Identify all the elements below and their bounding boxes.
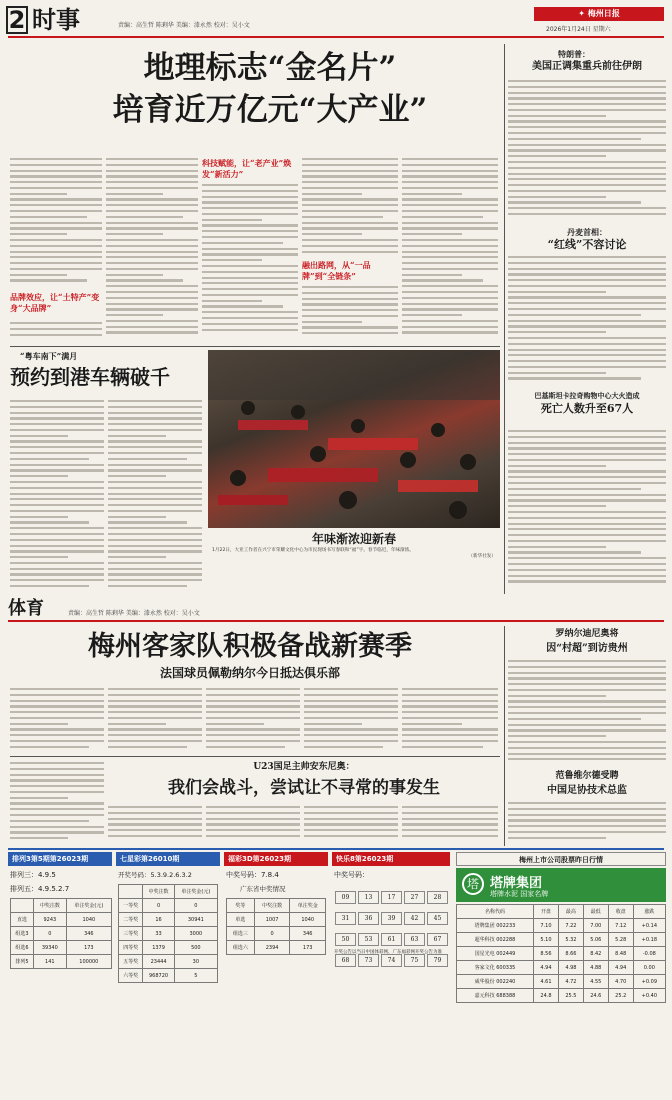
qxc-cell: 0	[174, 899, 217, 913]
gd-cell: 单选	[227, 913, 255, 927]
kl8-number: 27	[404, 891, 425, 904]
sports-side-1-title: 因“村超”到访贵州	[546, 643, 628, 654]
gd-title: 福彩3D第26023期	[228, 855, 292, 863]
sports-rule	[8, 620, 664, 622]
qxc-cell: 30941	[174, 913, 217, 927]
sports-side-1	[508, 628, 666, 768]
sports-headline: 梅州客家队积极备战新赛季	[88, 631, 412, 662]
qxc-cell: 三等奖	[119, 927, 143, 941]
qxc-th-1: 中奖注数	[143, 885, 174, 899]
kl8-number: 67	[427, 933, 448, 946]
pl3-cell: 0	[33, 927, 66, 941]
qxc-cell: 5	[174, 969, 217, 983]
brief-3-kicker: 巴基斯坦卡拉奇购物中心大火造成	[534, 391, 640, 400]
qxc-cell: 0	[143, 899, 174, 913]
stock-cell: 8.56	[534, 947, 559, 961]
stock-th: 名称代码	[457, 905, 534, 919]
kl8-number: 45	[427, 912, 448, 925]
photo-caption-title: 年味渐浓迎新春	[311, 532, 396, 546]
hk-story-kicker: “粤车南下”满月	[20, 351, 78, 361]
main-story-col-1b	[10, 322, 102, 342]
kl8-number: 63	[404, 933, 425, 946]
pl3-cell: 直选	[11, 913, 34, 927]
kl8-number: 42	[404, 912, 425, 925]
sports-section-label: 体育	[8, 598, 44, 619]
sports-col-3	[206, 688, 300, 752]
stock-cell: 4.94	[534, 961, 559, 975]
pl3-cell: 组选3	[11, 927, 34, 941]
news-photo	[208, 350, 500, 528]
sports-side-2-body	[508, 802, 666, 846]
qxc-cell: 一等奖	[119, 899, 143, 913]
pl3-header	[8, 852, 112, 866]
main-headline-block	[60, 48, 480, 152]
stock-cell: 7.22	[558, 919, 583, 933]
stock-cell: 塔牌集团 002233	[457, 919, 534, 933]
qxc-cell: 23444	[143, 955, 174, 969]
sports-story2-col-c	[304, 806, 398, 844]
brief-1-body	[508, 80, 666, 224]
photo-caption	[208, 530, 500, 592]
qxc-cell: 二等奖	[119, 913, 143, 927]
stock-cell: 5.28	[608, 933, 633, 947]
gd-cell: 组选三	[227, 927, 255, 941]
sports-side-1-kicker: 罗纳尔迪尼奥将	[555, 629, 619, 639]
kl8-number: 17	[381, 891, 402, 904]
stock-cell: 客家文化 600335	[457, 961, 534, 975]
stock-cell: 25.5	[558, 989, 583, 1003]
page-masthead	[6, 6, 666, 36]
pl3-line-2: 排列五：4.9.5.2.7	[10, 885, 70, 893]
stock-cell: 5.06	[583, 933, 608, 947]
stock-table	[456, 904, 666, 1003]
stock-cell: 嘉元科技 688388	[457, 989, 534, 1003]
qxc-title: 七星彩第26010期	[120, 855, 180, 863]
brief-3-body	[508, 430, 666, 592]
editors-line: 责编：高生哲 陈剩华 美编：漆永然 校对：吴小文	[118, 22, 250, 29]
gd-cell: 组选六	[227, 941, 255, 955]
stock-cell: -0.08	[633, 947, 665, 961]
stock-cell: 4.55	[583, 975, 608, 989]
gd-line-1: 中奖号码：7.8.4	[226, 871, 279, 879]
main-story-col-4	[302, 158, 398, 258]
main-story-col-3	[202, 184, 298, 342]
brief-3	[508, 390, 666, 594]
gd-cell: 1007	[254, 913, 290, 927]
stock-cell: +0.40	[633, 989, 665, 1003]
gd-th-0: 奖等	[227, 899, 255, 913]
photo-credit: （新华社发）	[468, 554, 496, 560]
pl3-cell: 100000	[66, 955, 111, 969]
stock-cell: 超华科技 002288	[457, 933, 534, 947]
main-headline-1: 地理标志“金名片”	[143, 50, 397, 86]
gd-th-1: 中奖注数	[254, 899, 290, 913]
stock-cell: 威华股份 002240	[457, 975, 534, 989]
subhead-tech	[202, 158, 298, 182]
pl3-th-2: 单注奖金(元)	[66, 899, 111, 913]
pl3-cell: 1040	[66, 913, 111, 927]
pl3-cell: 9243	[33, 913, 66, 927]
brief-1-kicker: 特朗普：	[558, 49, 590, 59]
paper-name: 梅州日报	[587, 9, 620, 18]
kl8-number: 50	[335, 933, 356, 946]
main-headline-2: 培育近万亿元“大产业”	[112, 92, 428, 128]
stock-panel	[456, 852, 666, 1096]
bottom-strip-rule	[8, 848, 664, 850]
qxc-cell: 五等奖	[119, 955, 143, 969]
sports-side-1-body	[508, 660, 666, 766]
pl3-th-0	[11, 899, 34, 913]
gd-table	[226, 898, 326, 955]
stock-banner	[456, 868, 666, 902]
kl8-number: 36	[358, 912, 379, 925]
qxc-cell: 六等奖	[119, 969, 143, 983]
subhead-2: 科技赋能，让“老产业”焕发“新活力”	[202, 158, 292, 179]
gd-cell: 2394	[254, 941, 290, 955]
qxc-cell: 3000	[174, 927, 217, 941]
brief-2-body	[508, 256, 666, 386]
pl3-cell: 组选6	[11, 941, 34, 955]
sports-col-2	[108, 688, 202, 752]
pl3-table	[10, 898, 112, 969]
stock-cell: +0.14	[633, 919, 665, 933]
main-story-col-2	[106, 158, 198, 342]
section-title: 时事	[32, 5, 80, 34]
company-name: 塔牌集团	[490, 876, 543, 891]
stock-cell: 4.98	[558, 961, 583, 975]
sports-subhead: 法国球员佩勒纳尔今日抵达俱乐部	[159, 666, 340, 680]
qxc-header	[116, 852, 220, 866]
kl8-line-1: 中奖号码：	[334, 871, 369, 879]
kl8-header	[332, 852, 450, 866]
sports-side-2-kicker: 范鲁维尔德受聘	[555, 771, 619, 781]
sports-col-4	[304, 688, 398, 752]
sports-headline-block	[20, 630, 480, 682]
kl8-number: 09	[335, 891, 356, 904]
pl3-cell: 排列5	[11, 955, 34, 969]
issue-date: 2026年1月24日 星期六	[546, 26, 611, 33]
brief-2	[508, 226, 666, 388]
stock-cell: 4.88	[583, 961, 608, 975]
sidebar-divider	[504, 44, 505, 594]
qxc-cell: 30	[174, 955, 217, 969]
kl8-number: 61	[381, 933, 402, 946]
kl8-number: 68	[335, 954, 356, 967]
qxc-cell: 968720	[143, 969, 174, 983]
sports-story2-left-col	[10, 762, 104, 844]
hk-story-rule	[10, 346, 500, 347]
stock-cell: +0.09	[633, 975, 665, 989]
pl3-cell: 39340	[33, 941, 66, 955]
kl8-number: 74	[381, 954, 402, 967]
stock-cell: 7.00	[583, 919, 608, 933]
pl3-cell: 346	[66, 927, 111, 941]
stock-title: 梅州上市公司股票昨日行情	[456, 852, 666, 866]
kl8-number: 31	[335, 912, 356, 925]
main-story-col-1	[10, 158, 102, 288]
qxc-cell: 16	[143, 913, 174, 927]
stock-th: 涨跌	[633, 905, 665, 919]
kl8-note: 开奖公告以当日中国体彩网、广东福彩网开奖公告为准	[334, 950, 442, 955]
stock-cell: 国星光电 002449	[457, 947, 534, 961]
kl8-title: 快乐8第26023期	[336, 855, 394, 863]
hk-story-col-2	[108, 400, 202, 590]
pl3-th-1: 中奖注数	[33, 899, 66, 913]
gd-sub: 广东省中奖情况	[240, 885, 286, 893]
company-logo-icon: 塔	[462, 873, 484, 895]
pl3-title: 排列3第5期第26023期	[12, 855, 89, 863]
stock-cell: 4.61	[534, 975, 559, 989]
sports-story2-col-a	[108, 806, 202, 844]
qxc-table	[118, 884, 218, 983]
stock-th: 开盘	[534, 905, 559, 919]
kl8-number: 28	[427, 891, 448, 904]
gd-cell: 346	[290, 927, 326, 941]
photo-crowd-illustration	[208, 350, 500, 528]
kl8-number: 39	[381, 912, 402, 925]
qxc-cell: 四等奖	[119, 941, 143, 955]
sports-editors: 责编：高生哲 陈剩华 美编：漆永然 校对：吴小文	[68, 610, 200, 617]
subhead-1: 品牌效应，让“土特产”变身“大品牌”	[10, 292, 100, 313]
gd-header	[224, 852, 328, 866]
sports-col-1	[10, 688, 104, 752]
brief-3-title: 死亡人数升至67人	[540, 402, 634, 415]
stock-cell: 8.42	[583, 947, 608, 961]
sports-story2-headline-block	[108, 760, 500, 804]
kl8-number: 79	[427, 954, 448, 967]
sports-sidebar-divider	[504, 626, 505, 846]
main-story-col-4b	[302, 286, 398, 342]
kl8-number: 13	[358, 891, 379, 904]
sports-story2-headline: 我们会战斗，尝试让不寻常的事发生	[168, 778, 440, 798]
hk-story-headline-block	[10, 350, 206, 396]
sports-story2-kicker: U23国足主帅安东尼奥：	[253, 762, 355, 772]
pl3-line-1: 排列三：4.9.5	[10, 871, 56, 879]
sports-side-2-title: 中国足协技术总监	[547, 785, 627, 796]
stock-cell: 5.10	[534, 933, 559, 947]
photo-caption-text: 1月22日，大亚工作者在兴宁市荣耀文化中心为市民现场书写春联和“福”字。春节临近，年味渐浓。	[212, 548, 414, 553]
stock-cell: 4.94	[608, 961, 633, 975]
paper-name-badge	[534, 7, 664, 21]
brief-1	[508, 48, 666, 226]
gd-th-2: 单注奖金	[290, 899, 326, 913]
company-slogan: 塔牌水泥 国家名牌	[490, 890, 549, 898]
paper-logo-icon: ✦	[578, 9, 588, 18]
page-number: 2	[6, 6, 28, 34]
gd-cell: 173	[290, 941, 326, 955]
qxc-th-2: 单注奖金(元)	[174, 885, 217, 899]
stock-cell: 8.48	[608, 947, 633, 961]
masthead-rule	[8, 36, 664, 38]
sports-col-5	[402, 688, 498, 752]
hk-story-headline: 预约到港车辆破千	[10, 365, 170, 389]
subhead-network	[302, 260, 398, 284]
stock-th: 收盘	[608, 905, 633, 919]
stock-th: 最高	[558, 905, 583, 919]
stock-cell: 25.2	[608, 989, 633, 1003]
stock-cell: 0.00	[633, 961, 665, 975]
kl8-number: 53	[358, 933, 379, 946]
stock-cell: 24.6	[583, 989, 608, 1003]
pl3-cell: 173	[66, 941, 111, 955]
stock-cell: 4.72	[558, 975, 583, 989]
main-story-col-5	[402, 158, 498, 342]
sports-story2-rule	[10, 756, 500, 757]
brief-2-title: “红线”不容讨论	[547, 238, 627, 251]
qxc-line-1: 开奖号码：5.3.9.2.6.3.2	[118, 871, 192, 879]
subhead-3: 融出路网，从“一品牌”到“全链条”	[302, 260, 371, 281]
stock-cell: 24.8	[534, 989, 559, 1003]
gd-cell: 1040	[290, 913, 326, 927]
brief-2-kicker: 丹麦首相：	[567, 227, 607, 237]
qxc-cell: 1379	[143, 941, 174, 955]
stock-cell: 4.70	[608, 975, 633, 989]
sports-story2-col-b	[206, 806, 300, 844]
pl3-cell: 141	[33, 955, 66, 969]
stock-cell: 7.12	[608, 919, 633, 933]
stock-cell: 7.10	[534, 919, 559, 933]
stock-cell: 5.32	[558, 933, 583, 947]
brief-1-title: 美国正调集重兵前往伊朗	[532, 61, 642, 72]
sports-masthead	[6, 598, 666, 620]
stock-cell: +0.18	[633, 933, 665, 947]
qxc-cell: 500	[174, 941, 217, 955]
subhead-brand-effect	[10, 292, 102, 322]
stock-cell: 8.66	[558, 947, 583, 961]
qxc-th-0	[119, 885, 143, 899]
sports-side-2	[508, 770, 666, 846]
kl8-number: 75	[404, 954, 425, 967]
kl8-number: 73	[358, 954, 379, 967]
stock-th: 最低	[583, 905, 608, 919]
qxc-cell: 33	[143, 927, 174, 941]
hk-story-col-1	[10, 400, 104, 590]
gd-cell: 0	[254, 927, 290, 941]
sports-story2-col-d	[402, 806, 498, 844]
